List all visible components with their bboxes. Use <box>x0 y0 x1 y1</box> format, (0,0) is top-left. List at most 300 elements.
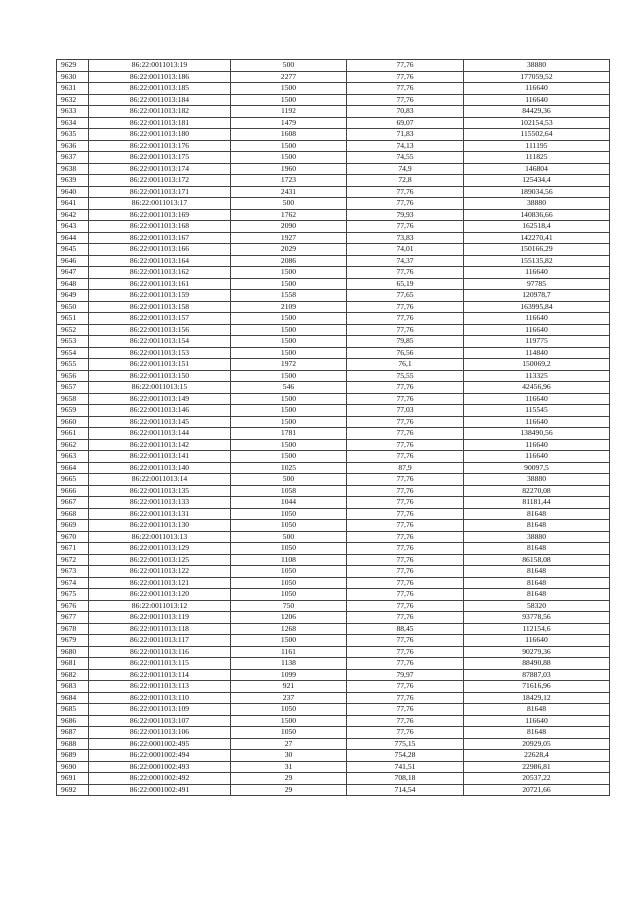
specific-value-cell: 77,76 <box>347 221 464 233</box>
table-row <box>57 612 610 624</box>
cadastral-value-cell: 81648 <box>464 589 610 601</box>
cadastral-number-cell: 86:22:0011013:110 <box>89 692 231 704</box>
specific-value-cell: 714,54 <box>347 784 464 796</box>
table-row <box>57 301 610 313</box>
table-row <box>57 60 610 72</box>
cadastral-value-cell: 81648 <box>464 508 610 520</box>
cadastral-number-cell: 86:22:0011013:154 <box>89 336 231 348</box>
area-cell: 1192 <box>231 106 347 118</box>
table-row <box>57 761 610 773</box>
table-row <box>57 255 610 267</box>
specific-value-cell: 77,76 <box>347 692 464 704</box>
row-number-cell: 9688 <box>57 738 89 750</box>
table-row <box>57 600 610 612</box>
cadastral-number-cell: 86:22:0011013:133 <box>89 497 231 509</box>
row-number-cell: 9667 <box>57 497 89 509</box>
cadastral-number-cell: 86:22:0011013:176 <box>89 140 231 152</box>
specific-value-cell: 77,76 <box>347 451 464 463</box>
specific-value-cell: 72,8 <box>347 175 464 187</box>
cadastral-value-cell: 90279,36 <box>464 646 610 658</box>
table-row <box>57 669 610 681</box>
cadastral-value-cell: 18429,12 <box>464 692 610 704</box>
specific-value-cell: 77,76 <box>347 543 464 555</box>
table-row <box>57 83 610 95</box>
area-cell: 1500 <box>231 324 347 336</box>
cadastral-value-cell: 142270,41 <box>464 232 610 244</box>
row-number-cell: 9645 <box>57 244 89 256</box>
cadastral-number-cell: 86:22:0011013:131 <box>89 508 231 520</box>
row-number-cell: 9655 <box>57 359 89 371</box>
area-cell: 1500 <box>231 83 347 95</box>
table-row <box>57 497 610 509</box>
specific-value-cell: 77,76 <box>347 531 464 543</box>
cadastral-number-cell: 86:22:0001002:495 <box>89 738 231 750</box>
cadastral-number-cell: 86:22:0001002:491 <box>89 784 231 796</box>
area-cell: 31 <box>231 761 347 773</box>
specific-value-cell: 70,83 <box>347 106 464 118</box>
row-number-cell: 9658 <box>57 393 89 405</box>
row-number-cell: 9639 <box>57 175 89 187</box>
row-number-cell: 9668 <box>57 508 89 520</box>
specific-value-cell: 74,01 <box>347 244 464 256</box>
area-cell: 500 <box>231 60 347 72</box>
cadastral-number-cell: 86:22:0011013:107 <box>89 715 231 727</box>
table-row <box>57 129 610 141</box>
row-number-cell: 9679 <box>57 635 89 647</box>
cadastral-number-cell: 86:22:0011013:122 <box>89 566 231 578</box>
table-row <box>57 738 610 750</box>
table-row <box>57 393 610 405</box>
cadastral-number-cell: 86:22:0011013:182 <box>89 106 231 118</box>
area-cell: 1050 <box>231 589 347 601</box>
table-row <box>57 646 610 658</box>
row-number-cell: 9674 <box>57 577 89 589</box>
area-cell: 1723 <box>231 175 347 187</box>
cadastral-value-cell: 81648 <box>464 566 610 578</box>
cadastral-number-cell: 86:22:0011013:151 <box>89 359 231 371</box>
table-row <box>57 451 610 463</box>
specific-value-cell: 77,76 <box>347 681 464 693</box>
specific-value-cell: 79,97 <box>347 669 464 681</box>
cadastral-value-cell: 22628,4 <box>464 750 610 762</box>
area-cell: 1025 <box>231 462 347 474</box>
cadastral-value-cell: 150166,29 <box>464 244 610 256</box>
cadastral-number-cell: 86:22:0011013:14 <box>89 474 231 486</box>
table-row <box>57 382 610 394</box>
cadastral-number-cell: 86:22:0011013:158 <box>89 301 231 313</box>
table-row <box>57 474 610 486</box>
cadastral-number-cell: 86:22:0011013:166 <box>89 244 231 256</box>
row-number-cell: 9632 <box>57 94 89 106</box>
cadastral-value-cell: 111825 <box>464 152 610 164</box>
specific-value-cell: 77,76 <box>347 520 464 532</box>
specific-value-cell: 77,76 <box>347 589 464 601</box>
specific-value-cell: 77,76 <box>347 508 464 520</box>
table-row <box>57 313 610 325</box>
cadastral-number-cell: 86:22:0011013:135 <box>89 485 231 497</box>
cadastral-number-cell: 86:22:0011013:156 <box>89 324 231 336</box>
cadastral-value-cell: 116640 <box>464 393 610 405</box>
row-number-cell: 9657 <box>57 382 89 394</box>
cadastral-number-cell: 86:22:0011013:130 <box>89 520 231 532</box>
cadastral-value-cell: 97785 <box>464 278 610 290</box>
specific-value-cell: 74,37 <box>347 255 464 267</box>
area-cell: 1050 <box>231 577 347 589</box>
table-row <box>57 336 610 348</box>
specific-value-cell: 77,03 <box>347 405 464 417</box>
row-number-cell: 9653 <box>57 336 89 348</box>
area-cell: 1960 <box>231 163 347 175</box>
row-number-cell: 9651 <box>57 313 89 325</box>
table-row <box>57 370 610 382</box>
specific-value-cell: 73,83 <box>347 232 464 244</box>
specific-value-cell: 77,76 <box>347 71 464 83</box>
table-row <box>57 773 610 785</box>
cadastral-value-cell: 88490,88 <box>464 658 610 670</box>
row-number-cell: 9683 <box>57 681 89 693</box>
specific-value-cell: 77,76 <box>347 727 464 739</box>
row-number-cell: 9629 <box>57 60 89 72</box>
area-cell: 1108 <box>231 554 347 566</box>
area-cell: 546 <box>231 382 347 394</box>
cadastral-value-cell: 86158,08 <box>464 554 610 566</box>
specific-value-cell: 88,45 <box>347 623 464 635</box>
row-number-cell: 9633 <box>57 106 89 118</box>
table-row <box>57 520 610 532</box>
specific-value-cell: 77,76 <box>347 428 464 440</box>
row-number-cell: 9682 <box>57 669 89 681</box>
cadastral-number-cell: 86:22:0011013:149 <box>89 393 231 405</box>
row-number-cell: 9648 <box>57 278 89 290</box>
cadastral-value-cell: 81648 <box>464 520 610 532</box>
cadastral-value-cell: 102154,53 <box>464 117 610 129</box>
cadastral-value-cell: 38880 <box>464 531 610 543</box>
specific-value-cell: 76,56 <box>347 347 464 359</box>
area-cell: 237 <box>231 692 347 704</box>
table-row <box>57 750 610 762</box>
table-row <box>57 704 610 716</box>
specific-value-cell: 77,76 <box>347 658 464 670</box>
cadastral-number-cell: 86:22:0011013:168 <box>89 221 231 233</box>
cadastral-value-cell: 125434,4 <box>464 175 610 187</box>
specific-value-cell: 754,28 <box>347 750 464 762</box>
specific-value-cell: 69,07 <box>347 117 464 129</box>
cadastral-value-cell: 114840 <box>464 347 610 359</box>
area-cell: 2431 <box>231 186 347 198</box>
cadastral-value-cell: 42456,96 <box>464 382 610 394</box>
table-row <box>57 589 610 601</box>
cadastral-number-cell: 86:22:0001002:493 <box>89 761 231 773</box>
table-row <box>57 543 610 555</box>
row-number-cell: 9656 <box>57 370 89 382</box>
cadastral-value-cell: 71616,96 <box>464 681 610 693</box>
row-number-cell: 9689 <box>57 750 89 762</box>
row-number-cell: 9687 <box>57 727 89 739</box>
area-cell: 1050 <box>231 543 347 555</box>
cadastral-number-cell: 86:22:0011013:164 <box>89 255 231 267</box>
table-body <box>57 60 610 796</box>
table-row <box>57 140 610 152</box>
row-number-cell: 9634 <box>57 117 89 129</box>
cadastral-value-cell: 82270,08 <box>464 485 610 497</box>
table-row <box>57 175 610 187</box>
area-cell: 1927 <box>231 232 347 244</box>
row-number-cell: 9677 <box>57 612 89 624</box>
cadastral-value-cell: 177059,52 <box>464 71 610 83</box>
row-number-cell: 9692 <box>57 784 89 796</box>
area-cell: 500 <box>231 474 347 486</box>
area-cell: 500 <box>231 198 347 210</box>
table-row <box>57 554 610 566</box>
specific-value-cell: 77,76 <box>347 313 464 325</box>
cadastral-value-cell: 81648 <box>464 704 610 716</box>
cadastral-value-cell: 120978,7 <box>464 290 610 302</box>
specific-value-cell: 77,76 <box>347 439 464 451</box>
table-row <box>57 152 610 164</box>
area-cell: 1500 <box>231 416 347 428</box>
table-row <box>57 577 610 589</box>
table-row <box>57 117 610 129</box>
area-cell: 30 <box>231 750 347 762</box>
specific-value-cell: 775,15 <box>347 738 464 750</box>
cadastral-value-cell: 81648 <box>464 543 610 555</box>
table-row <box>57 416 610 428</box>
row-number-cell: 9680 <box>57 646 89 658</box>
cadastral-number-cell: 86:22:0011013:106 <box>89 727 231 739</box>
area-cell: 1050 <box>231 520 347 532</box>
area-cell: 1500 <box>231 635 347 647</box>
cadastral-number-cell: 86:22:0011013:171 <box>89 186 231 198</box>
cadastral-number-cell: 86:22:0011013:150 <box>89 370 231 382</box>
area-cell: 1500 <box>231 278 347 290</box>
table-row <box>57 623 610 635</box>
cadastral-value-cell: 155135,82 <box>464 255 610 267</box>
cadastral-number-cell: 86:22:0011013:19 <box>89 60 231 72</box>
table-row <box>57 531 610 543</box>
cadastral-value-cell: 116640 <box>464 439 610 451</box>
area-cell: 1972 <box>231 359 347 371</box>
row-number-cell: 9686 <box>57 715 89 727</box>
cadastral-value-cell: 163995,84 <box>464 301 610 313</box>
cadastral-number-cell: 86:22:0011013:12 <box>89 600 231 612</box>
cadastral-value-cell: 116640 <box>464 83 610 95</box>
specific-value-cell: 77,76 <box>347 635 464 647</box>
row-number-cell: 9647 <box>57 267 89 279</box>
row-number-cell: 9690 <box>57 761 89 773</box>
specific-value-cell: 79,85 <box>347 336 464 348</box>
area-cell: 2086 <box>231 255 347 267</box>
cadastral-number-cell: 86:22:0011013:141 <box>89 451 231 463</box>
cadastral-value-cell: 90097,5 <box>464 462 610 474</box>
row-number-cell: 9636 <box>57 140 89 152</box>
specific-value-cell: 77,76 <box>347 566 464 578</box>
cadastral-number-cell: 86:22:0011013:117 <box>89 635 231 647</box>
row-number-cell: 9663 <box>57 451 89 463</box>
table-row <box>57 347 610 359</box>
row-number-cell: 9654 <box>57 347 89 359</box>
table-row <box>57 232 610 244</box>
area-cell: 1206 <box>231 612 347 624</box>
table-row <box>57 198 610 210</box>
table-row <box>57 106 610 118</box>
row-number-cell: 9681 <box>57 658 89 670</box>
row-number-cell: 9685 <box>57 704 89 716</box>
area-cell: 1050 <box>231 508 347 520</box>
area-cell: 1608 <box>231 129 347 141</box>
area-cell: 1050 <box>231 704 347 716</box>
cadastral-number-cell: 86:22:0001002:494 <box>89 750 231 762</box>
row-number-cell: 9671 <box>57 543 89 555</box>
area-cell: 1558 <box>231 290 347 302</box>
cadastral-number-cell: 86:22:0011013:119 <box>89 612 231 624</box>
row-number-cell: 9637 <box>57 152 89 164</box>
specific-value-cell: 74,55 <box>347 152 464 164</box>
row-number-cell: 9641 <box>57 198 89 210</box>
area-cell: 1781 <box>231 428 347 440</box>
area-cell: 1500 <box>231 347 347 359</box>
cadastral-number-cell: 86:22:0011013:174 <box>89 163 231 175</box>
table-row <box>57 163 610 175</box>
specific-value-cell: 71,83 <box>347 129 464 141</box>
cadastral-value-cell: 115502,64 <box>464 129 610 141</box>
cadastral-value-cell: 119775 <box>464 336 610 348</box>
specific-value-cell: 77,76 <box>347 324 464 336</box>
table-row <box>57 566 610 578</box>
table-row <box>57 485 610 497</box>
table-row <box>57 462 610 474</box>
row-number-cell: 9661 <box>57 428 89 440</box>
table-row <box>57 359 610 371</box>
row-number-cell: 9664 <box>57 462 89 474</box>
area-cell: 1500 <box>231 405 347 417</box>
cadastral-number-cell: 86:22:0011013:181 <box>89 117 231 129</box>
cadastral-number-cell: 86:22:0011013:142 <box>89 439 231 451</box>
row-number-cell: 9631 <box>57 83 89 95</box>
area-cell: 500 <box>231 531 347 543</box>
row-number-cell: 9675 <box>57 589 89 601</box>
cadastral-number-cell: 86:22:0011013:118 <box>89 623 231 635</box>
area-cell: 1500 <box>231 393 347 405</box>
cadastral-value-cell: 116640 <box>464 324 610 336</box>
cadastral-number-cell: 86:22:0011013:144 <box>89 428 231 440</box>
area-cell: 1050 <box>231 727 347 739</box>
cadastral-value-cell: 81648 <box>464 577 610 589</box>
area-cell: 1161 <box>231 646 347 658</box>
row-number-cell: 9649 <box>57 290 89 302</box>
area-cell: 27 <box>231 738 347 750</box>
specific-value-cell: 74,13 <box>347 140 464 152</box>
row-number-cell: 9684 <box>57 692 89 704</box>
cadastral-value-cell: 116640 <box>464 313 610 325</box>
specific-value-cell: 77,76 <box>347 186 464 198</box>
row-number-cell: 9666 <box>57 485 89 497</box>
specific-value-cell: 77,76 <box>347 83 464 95</box>
area-cell: 1500 <box>231 715 347 727</box>
area-cell: 2277 <box>231 71 347 83</box>
area-cell: 1500 <box>231 140 347 152</box>
table-row <box>57 71 610 83</box>
area-cell: 2109 <box>231 301 347 313</box>
cadastral-value-cell: 93778,56 <box>464 612 610 624</box>
cadastral-value-cell: 146804 <box>464 163 610 175</box>
cadastral-number-cell: 86:22:0011013:185 <box>89 83 231 95</box>
specific-value-cell: 77,76 <box>347 198 464 210</box>
area-cell: 1138 <box>231 658 347 670</box>
table-row <box>57 692 610 704</box>
specific-value-cell: 79,93 <box>347 209 464 221</box>
specific-value-cell: 77,76 <box>347 94 464 106</box>
specific-value-cell: 77,76 <box>347 646 464 658</box>
cadastral-value-cell: 113325 <box>464 370 610 382</box>
area-cell: 2090 <box>231 221 347 233</box>
table-row <box>57 405 610 417</box>
area-cell: 1050 <box>231 566 347 578</box>
specific-value-cell: 77,76 <box>347 474 464 486</box>
area-cell: 1044 <box>231 497 347 509</box>
cadastral-number-cell: 86:22:0011013:109 <box>89 704 231 716</box>
row-number-cell: 9665 <box>57 474 89 486</box>
cadastral-value-cell: 116640 <box>464 267 610 279</box>
cadastral-value-cell: 138490,56 <box>464 428 610 440</box>
cadastral-number-cell: 86:22:0011013:159 <box>89 290 231 302</box>
cadastral-value-table <box>56 59 610 796</box>
cadastral-value-cell: 20537,22 <box>464 773 610 785</box>
specific-value-cell: 77,76 <box>347 301 464 313</box>
cadastral-value-cell: 58320 <box>464 600 610 612</box>
table-row <box>57 658 610 670</box>
area-cell: 1058 <box>231 485 347 497</box>
row-number-cell: 9644 <box>57 232 89 244</box>
specific-value-cell: 77,76 <box>347 612 464 624</box>
row-number-cell: 9630 <box>57 71 89 83</box>
cadastral-value-cell: 116640 <box>464 715 610 727</box>
cadastral-number-cell: 86:22:0011013:120 <box>89 589 231 601</box>
area-cell: 1500 <box>231 370 347 382</box>
cadastral-value-cell: 111195 <box>464 140 610 152</box>
cadastral-number-cell: 86:22:0011013:186 <box>89 71 231 83</box>
table-row <box>57 784 610 796</box>
cadastral-value-cell: 162518,4 <box>464 221 610 233</box>
cadastral-number-cell: 86:22:0001002:492 <box>89 773 231 785</box>
cadastral-number-cell: 86:22:0011013:146 <box>89 405 231 417</box>
cadastral-number-cell: 86:22:0011013:15 <box>89 382 231 394</box>
cadastral-number-cell: 86:22:0011013:121 <box>89 577 231 589</box>
area-cell: 750 <box>231 600 347 612</box>
cadastral-number-cell: 86:22:0011013:184 <box>89 94 231 106</box>
row-number-cell: 9643 <box>57 221 89 233</box>
cadastral-value-cell: 189034,56 <box>464 186 610 198</box>
row-number-cell: 9660 <box>57 416 89 428</box>
specific-value-cell: 77,76 <box>347 416 464 428</box>
specific-value-cell: 87,9 <box>347 462 464 474</box>
table-row <box>57 267 610 279</box>
cadastral-value-cell: 81181,44 <box>464 497 610 509</box>
cadastral-value-cell: 116640 <box>464 416 610 428</box>
table-row <box>57 221 610 233</box>
specific-value-cell: 65,19 <box>347 278 464 290</box>
cadastral-number-cell: 86:22:0011013:116 <box>89 646 231 658</box>
row-number-cell: 9676 <box>57 600 89 612</box>
table-row <box>57 439 610 451</box>
cadastral-value-cell: 150069,2 <box>464 359 610 371</box>
specific-value-cell: 77,76 <box>347 600 464 612</box>
cadastral-number-cell: 86:22:0011013:145 <box>89 416 231 428</box>
row-number-cell: 9678 <box>57 623 89 635</box>
specific-value-cell: 77,76 <box>347 60 464 72</box>
cadastral-value-cell: 87887,03 <box>464 669 610 681</box>
specific-value-cell: 75,55 <box>347 370 464 382</box>
area-cell: 921 <box>231 681 347 693</box>
